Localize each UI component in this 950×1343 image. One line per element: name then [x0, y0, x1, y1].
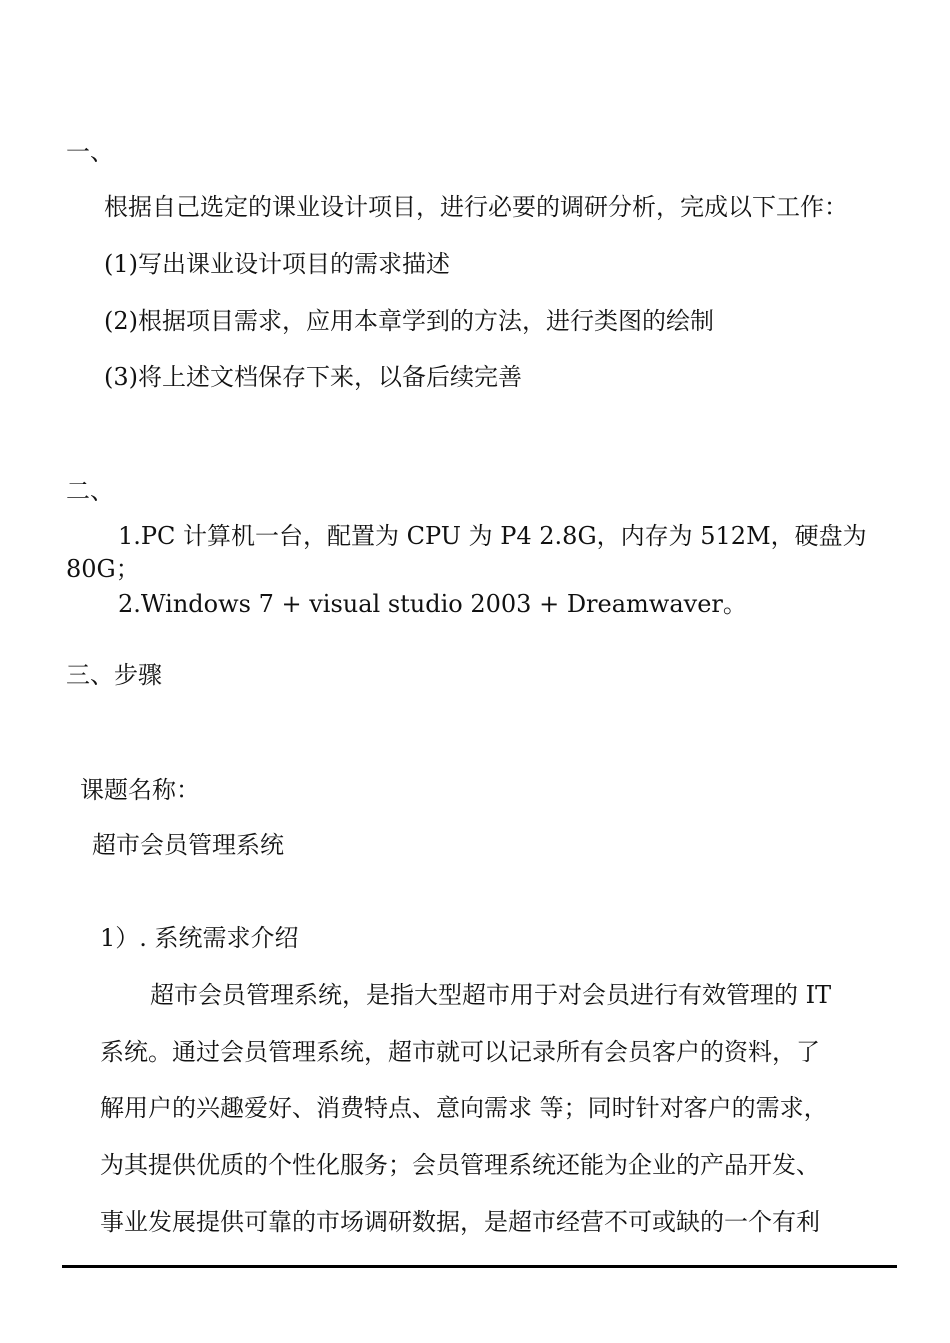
topic-label: 课题名称： — [80, 776, 200, 804]
requirements-line-5: 事业发展提供可靠的市场调研数据，是超市经营不可或缺的一个有利 — [100, 1208, 820, 1236]
requirements-line-2: 系统。通过会员管理系统，超市就可以记录所有会员客户的资料，了 — [100, 1038, 820, 1066]
section3-heading: 三、步骤 — [66, 661, 162, 689]
requirements-line-3: 解用户的兴趣爱好、消费特点、意向需求 等；同时针对客户的需求， — [100, 1094, 828, 1122]
section1-item-3: (3)将上述文档保存下来，以备后续完善 — [104, 363, 522, 391]
section1-heading: 一、 — [66, 138, 114, 166]
requirements-line-1: 超市会员管理系统，是指大型超市用于对会员进行有效管理的 IT — [150, 981, 832, 1009]
section2-heading: 二、 — [66, 477, 114, 505]
section2-line1: 1.PC 计算机一台，配置为 CPU 为 P4 2.8G，内存为 512M，硬盘为 — [118, 522, 867, 550]
requirements-line-4: 为其提供优质的个性化服务；会员管理系统还能为企业的产品开发、 — [100, 1151, 820, 1179]
section2-line1-cont: 80G； — [66, 555, 140, 583]
section2-line2: 2.Windows 7 + visual studio 2003 + Dreamwaver。 — [118, 590, 747, 618]
footer-rule — [62, 1265, 897, 1268]
section1-intro: 根据自己选定的课业设计项目，进行必要的调研分析，完成以下工作： — [104, 193, 848, 221]
section1-item-2: (2)根据项目需求，应用本章学到的方法，进行类图的绘制 — [104, 307, 714, 335]
requirements-heading: 1）. 系统需求介绍 — [100, 924, 299, 952]
topic-name: 超市会员管理系统 — [92, 831, 284, 859]
section1-item-1: (1)写出课业设计项目的需求描述 — [104, 250, 450, 278]
